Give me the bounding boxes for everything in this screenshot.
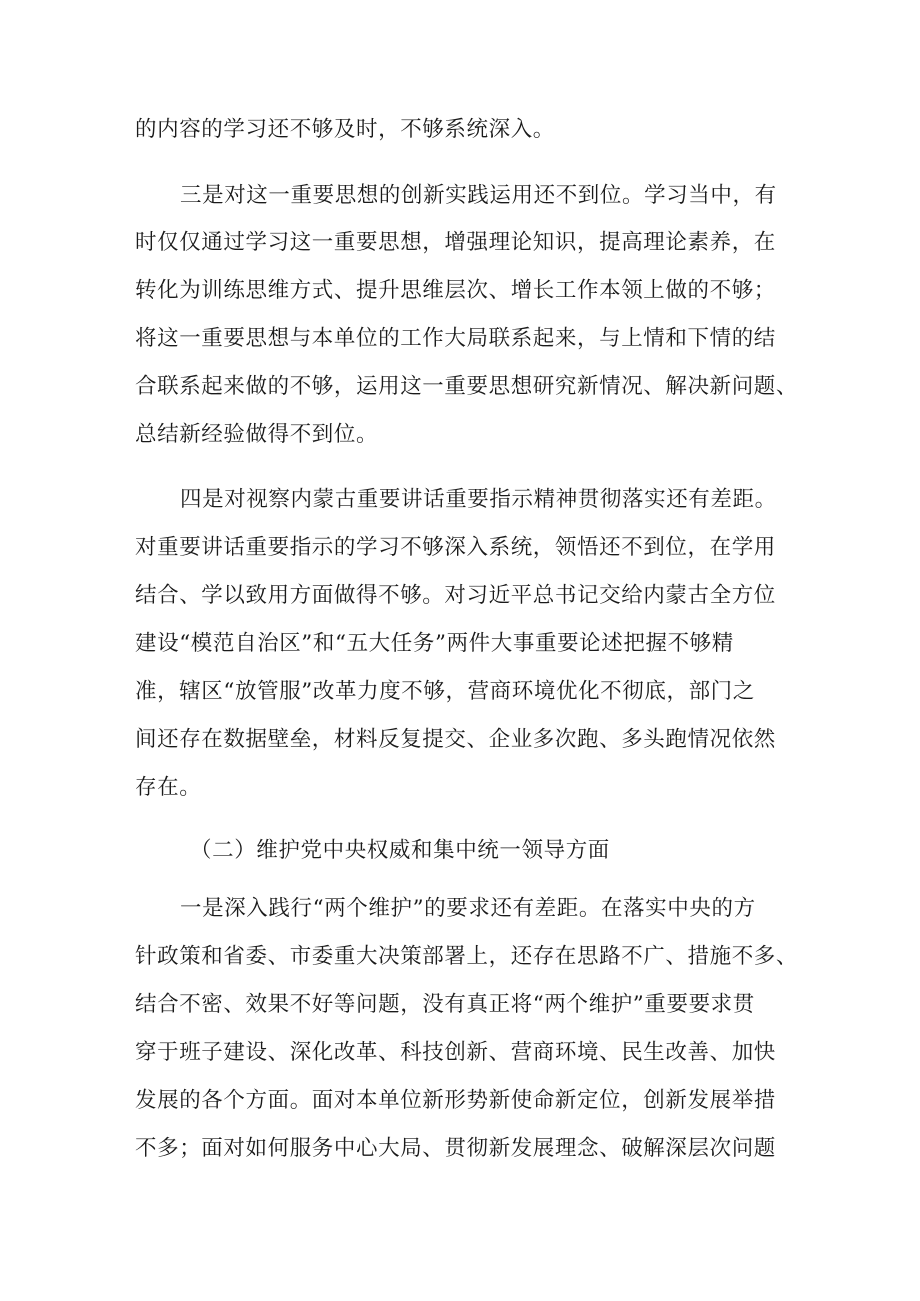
text-line: 对重要讲话重要指示的学习不够深入系统，领悟还不到位，在学用 [135,535,776,560]
text-line: 的内容的学习还不够及时，不够系统深入。 [135,117,555,142]
text-line: 总结新经验做得不到位。 [135,422,379,447]
text-line: 建设“模范自治区”和“五大任务”两件大事重要论述把握不够精 [135,631,734,656]
text-line: 结合、学以致用方面做得不够。对习近平总书记交给内蒙古全方位 [135,583,776,608]
text-line: 准，辖区“放管服”改革力度不够，营商环境优化不彻底，部门之 [135,679,755,704]
section-heading: （二）维护党中央权威和集中统一领导方面 [190,838,610,863]
text-line: 穿于班子建设、深化改革、科技创新、营商环境、民生改善、加快 [135,1040,776,1065]
text-line: 一是深入践行“两个维护”的要求还有差距。在落实中央的方 [180,896,756,921]
text-line: 间还存在数据壁垒，材料反复提交、企业多次跑、多头跑情况依然 [135,727,776,752]
text-line: 合联系起来做的不够，运用这一重要思想研究新情况、解决新问题、 [135,374,799,399]
text-line: 时仅仅通过学习这一重要思想，增强理论知识，提高理论素养，在 [135,230,776,255]
text-line: 存在。 [135,775,202,800]
text-line: 针政策和省委、市委重大决策部署上，还存在思路不广、措施不多、 [135,944,799,969]
text-line: 四是对视察内蒙古重要讲话重要指示精神贯彻落实还有差距。 [180,487,777,512]
text-line: 转化为训练思维方式、提升思维层次、增长工作本领上做的不够； [135,278,776,303]
text-line: 三是对这一重要思想的创新实践运用还不到位。学习当中，有 [180,183,777,208]
text-line: 发展的各个方面。面对本单位新形势新使命新定位，创新发展举措 [135,1088,776,1113]
text-line: 将这一重要思想与本单位的工作大局联系起来，与上情和下情的结 [135,326,776,351]
text-line: 不多；面对如何服务中心大局、贯彻新发展理念、破解深层次问题 [135,1136,776,1161]
text-line: 结合不密、效果不好等问题，没有真正将“两个维护”重要要求贯 [135,992,755,1017]
